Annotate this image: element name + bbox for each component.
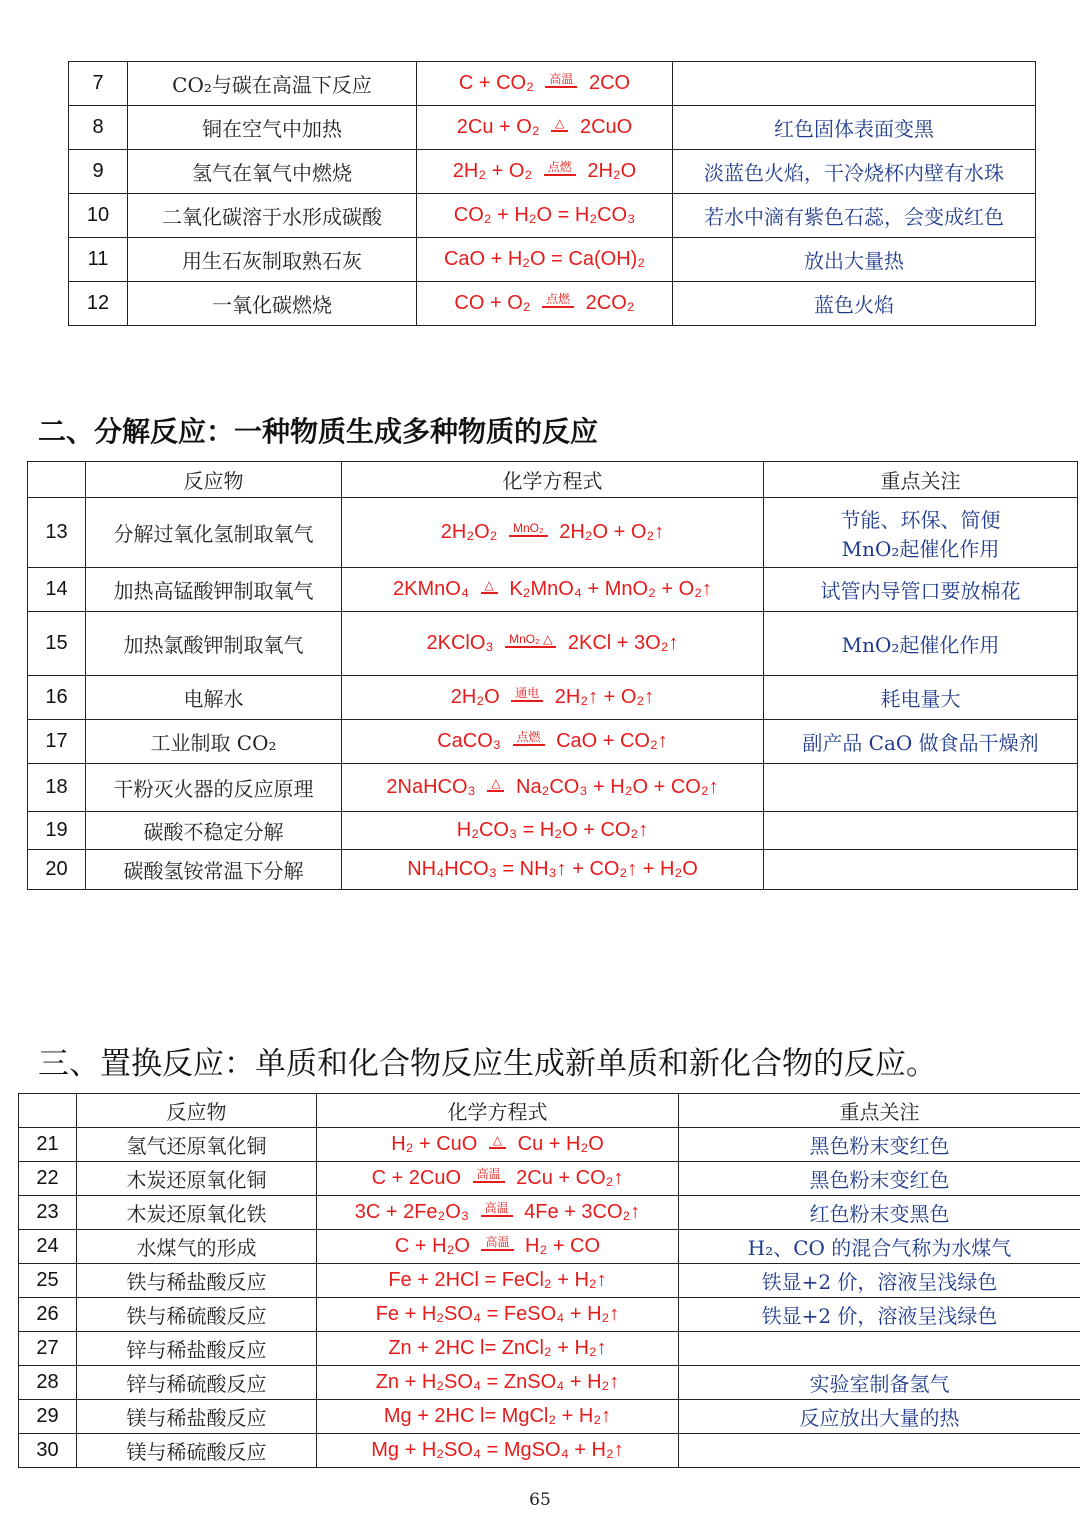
equation-lhs: Zn + H₂SO₄ = ZnSO₄ + H₂↑ bbox=[375, 1371, 620, 1393]
focus-note: 若水中滴有紫色石蕊，会变成红色 bbox=[673, 194, 1036, 238]
reaction-name: 碳酸不稳定分解 bbox=[86, 812, 342, 850]
table-row bbox=[69, 106, 1036, 150]
reaction-condition: 点燃 bbox=[542, 293, 574, 308]
table-row bbox=[69, 238, 1036, 282]
row-number: 23 bbox=[19, 1196, 77, 1230]
page-number: 65 bbox=[529, 1490, 551, 1510]
table-row bbox=[69, 194, 1036, 238]
row-number: 27 bbox=[19, 1332, 77, 1366]
row-number: 15 bbox=[28, 612, 86, 676]
chemical-equation bbox=[417, 238, 673, 282]
chemical-equation bbox=[342, 764, 764, 812]
reaction-name: 工业制取 CO₂ bbox=[86, 720, 342, 764]
reaction-condition: △ bbox=[481, 579, 498, 594]
chemical-equation bbox=[417, 62, 673, 106]
section-3-heading: 三、置换反应：单质和化合物反应生成新单质和新化合物的反应。 bbox=[38, 1046, 937, 1082]
equation-rhs: 2H₂O bbox=[581, 160, 637, 182]
focus-note: 试管内导管口要放棉花 bbox=[764, 568, 1078, 612]
reaction-name: 加热氯酸钾制取氧气 bbox=[86, 612, 342, 676]
equation-lhs: C + CO₂ bbox=[458, 72, 540, 94]
reaction-name: 锌与稀盐酸反应 bbox=[77, 1332, 317, 1366]
chemical-equation bbox=[317, 1196, 679, 1230]
equation-lhs: Zn + 2HC l= ZnCl₂ + H₂↑ bbox=[388, 1337, 607, 1359]
table-row bbox=[28, 764, 1078, 812]
focus-note bbox=[679, 1332, 1080, 1366]
chemical-equation bbox=[342, 498, 764, 568]
equation-rhs: 2CO bbox=[583, 72, 631, 94]
focus-note: 黑色粉末变红色 bbox=[679, 1128, 1080, 1162]
reaction-name: 镁与稀盐酸反应 bbox=[77, 1400, 317, 1434]
equation-lhs: 3C + 2Fe₂O₃ bbox=[354, 1201, 475, 1223]
equation-rhs: Na₂CO₃ + H₂O + CO₂↑ bbox=[510, 776, 719, 798]
focus-note: 铁显+2 价，溶液呈浅绿色 bbox=[679, 1264, 1080, 1298]
reaction-name: 碳酸氢铵常温下分解 bbox=[86, 850, 342, 890]
table-row bbox=[28, 498, 1078, 568]
equation-rhs: H₂ + CO bbox=[519, 1235, 601, 1257]
reaction-name: 干粉灭火器的反应原理 bbox=[86, 764, 342, 812]
equation-lhs: CO₂ + H₂O = H₂CO₃ bbox=[453, 204, 636, 226]
row-number: 18 bbox=[28, 764, 86, 812]
equation-rhs: K₂MnO₄ + MnO₂ + O₂↑ bbox=[503, 578, 712, 600]
chemical-equation bbox=[417, 282, 673, 326]
reaction-condition: MnO₂ bbox=[509, 522, 548, 537]
reaction-condition: 点燃 bbox=[544, 161, 576, 176]
chemical-equation bbox=[417, 194, 673, 238]
chemical-equation bbox=[417, 106, 673, 150]
chemical-equation bbox=[317, 1298, 679, 1332]
table-row bbox=[69, 150, 1036, 194]
reaction-name: 锌与稀硫酸反应 bbox=[77, 1366, 317, 1400]
reaction-name: 加热高锰酸钾制取氧气 bbox=[86, 568, 342, 612]
focus-note: 铁显+2 价，溶液呈浅绿色 bbox=[679, 1298, 1080, 1332]
row-number: 16 bbox=[28, 676, 86, 720]
table-row bbox=[28, 568, 1078, 612]
reaction-condition: △ bbox=[489, 1134, 506, 1149]
chemical-equation bbox=[342, 850, 764, 890]
equation-lhs: 2H₂O₂ bbox=[440, 521, 503, 543]
row-number: 7 bbox=[69, 62, 128, 106]
equation-rhs: CaO + CO₂↑ bbox=[550, 730, 668, 752]
reaction-condition: 高温 bbox=[545, 73, 577, 88]
reaction-condition: 通电 bbox=[511, 687, 543, 702]
equation-rhs: 2KCl + 3O₂↑ bbox=[562, 632, 679, 654]
row-number: 10 bbox=[69, 194, 128, 238]
equation-lhs: Mg + 2HC l= MgCl₂ + H₂↑ bbox=[383, 1405, 612, 1427]
equation-lhs: H₂ + CuO bbox=[391, 1133, 483, 1155]
focus-note: 黑色粉末变红色 bbox=[679, 1162, 1080, 1196]
reaction-condition: △ bbox=[487, 777, 504, 792]
chemical-equation bbox=[317, 1332, 679, 1366]
equation-lhs: 2H₂O bbox=[450, 686, 506, 708]
row-number: 11 bbox=[69, 238, 128, 282]
reaction-condition: 高温 bbox=[473, 1168, 505, 1183]
chemical-equation bbox=[317, 1434, 679, 1468]
row-number: 19 bbox=[28, 812, 86, 850]
focus-note: H₂、CO 的混合气称为水煤气 bbox=[679, 1230, 1080, 1264]
equation-rhs: 4Fe + 3CO₂↑ bbox=[518, 1201, 641, 1223]
chemical-equation bbox=[342, 676, 764, 720]
equation-lhs: Mg + H₂SO₄ = MgSO₄ + H₂↑ bbox=[371, 1439, 624, 1461]
equation-lhs: 2Cu + O₂ bbox=[456, 116, 546, 138]
equation-lhs: 2KMnO₄ bbox=[393, 578, 475, 600]
chemical-equation bbox=[317, 1230, 679, 1264]
equation-rhs: 2H₂↑ + O₂↑ bbox=[549, 686, 655, 708]
focus-note: 反应放出大量的热 bbox=[679, 1400, 1080, 1434]
chemical-equation bbox=[342, 612, 764, 676]
equation-lhs: NH₄HCO₃ = NH₃↑ + CO₂↑ + H₂O bbox=[407, 858, 698, 880]
row-number: 8 bbox=[69, 106, 128, 150]
reaction-name: 一氧化碳燃烧 bbox=[128, 282, 417, 326]
table-row bbox=[19, 1196, 1080, 1230]
table-row bbox=[19, 1400, 1080, 1434]
table-row bbox=[28, 612, 1078, 676]
table-decomposition-reactions bbox=[27, 461, 1078, 890]
focus-note: 副产品 CaO 做食品干燥剂 bbox=[764, 720, 1078, 764]
reaction-name: CO₂与碳在高温下反应 bbox=[128, 62, 417, 106]
header-number bbox=[28, 462, 86, 498]
table-row bbox=[28, 676, 1078, 720]
table-row bbox=[69, 62, 1036, 106]
equation-rhs: 2CuO bbox=[574, 116, 633, 138]
chemical-equation bbox=[317, 1366, 679, 1400]
equation-lhs: CO + O₂ bbox=[454, 292, 537, 314]
reaction-name: 铁与稀盐酸反应 bbox=[77, 1264, 317, 1298]
reaction-name: 电解水 bbox=[86, 676, 342, 720]
table-row bbox=[19, 1332, 1080, 1366]
table-row bbox=[19, 1264, 1080, 1298]
focus-note: 红色固体表面变黑 bbox=[673, 106, 1036, 150]
equation-lhs: Fe + H₂SO₄ = FeSO₄ + H₂↑ bbox=[375, 1303, 620, 1325]
row-number: 30 bbox=[19, 1434, 77, 1468]
reaction-condition: 高温 bbox=[481, 1202, 513, 1217]
equation-lhs: C + H₂O bbox=[394, 1235, 476, 1257]
row-number: 13 bbox=[28, 498, 86, 568]
equation-rhs: 2H₂O + O₂↑ bbox=[553, 521, 665, 543]
equation-rhs: 2Cu + CO₂↑ bbox=[510, 1167, 624, 1189]
focus-note-line: MnO₂起催化作用 bbox=[841, 536, 1000, 561]
chemical-equation bbox=[317, 1264, 679, 1298]
reaction-condition: MnO₂ △ bbox=[505, 633, 556, 648]
focus-note: 蓝色火焰 bbox=[673, 282, 1036, 326]
equation-lhs: Fe + 2HCl = FeCl₂ + H₂↑ bbox=[388, 1269, 607, 1291]
equation-rhs: Cu + H₂O bbox=[512, 1133, 604, 1155]
header-reactant: 反应物 bbox=[86, 462, 342, 498]
equation-rhs: 2CO₂ bbox=[580, 292, 635, 314]
reaction-name: 镁与稀硫酸反应 bbox=[77, 1434, 317, 1468]
table-row bbox=[19, 1298, 1080, 1332]
equation-lhs: 2KClO₃ bbox=[426, 632, 500, 654]
table-row bbox=[19, 1366, 1080, 1400]
row-number: 25 bbox=[19, 1264, 77, 1298]
row-number: 12 bbox=[69, 282, 128, 326]
focus-note: 实验室制备氢气 bbox=[679, 1366, 1080, 1400]
reaction-condition: 点燃 bbox=[513, 731, 545, 746]
table-row bbox=[19, 1162, 1080, 1196]
chemical-equation bbox=[342, 812, 764, 850]
reaction-name: 氢气还原氧化铜 bbox=[77, 1128, 317, 1162]
focus-note: 淡蓝色火焰，干冷烧杯内壁有水珠 bbox=[673, 150, 1036, 194]
reaction-name: 铜在空气中加热 bbox=[128, 106, 417, 150]
header-focus: 重点关注 bbox=[679, 1094, 1080, 1128]
focus-note: 红色粉末变黑色 bbox=[679, 1196, 1080, 1230]
equation-lhs: C + 2CuO bbox=[371, 1167, 467, 1189]
chemical-equation bbox=[317, 1400, 679, 1434]
section-2-heading: 二、分解反应：一种物质生成多种物质的反应 bbox=[38, 415, 599, 448]
equation-lhs: 2H₂ + O₂ bbox=[452, 160, 538, 182]
focus-note bbox=[764, 812, 1078, 850]
reaction-name: 分解过氧化氢制取氧气 bbox=[86, 498, 342, 568]
reaction-condition: 高温 bbox=[481, 1236, 513, 1251]
header-reactant: 反应物 bbox=[77, 1094, 317, 1128]
chemical-equation bbox=[317, 1128, 679, 1162]
header-focus: 重点关注 bbox=[764, 462, 1078, 498]
reaction-name: 氢气在氧气中燃烧 bbox=[128, 150, 417, 194]
equation-lhs: 2NaHCO₃ bbox=[386, 776, 482, 798]
row-number: 20 bbox=[28, 850, 86, 890]
focus-note bbox=[764, 850, 1078, 890]
chemical-equation bbox=[342, 568, 764, 612]
focus-note bbox=[764, 764, 1078, 812]
reaction-condition: △ bbox=[551, 117, 568, 132]
table-combination-reactions bbox=[68, 61, 1036, 326]
focus-note: 放出大量热 bbox=[673, 238, 1036, 282]
header-equation: 化学方程式 bbox=[317, 1094, 679, 1128]
table-row bbox=[19, 1128, 1080, 1162]
focus-note: 耗电量大 bbox=[764, 676, 1078, 720]
reaction-name: 木炭还原氧化铜 bbox=[77, 1162, 317, 1196]
chemical-equation bbox=[417, 150, 673, 194]
table-row bbox=[69, 282, 1036, 326]
row-number: 29 bbox=[19, 1400, 77, 1434]
focus-note bbox=[764, 498, 1078, 568]
reaction-name: 铁与稀硫酸反应 bbox=[77, 1298, 317, 1332]
equation-lhs: CaCO₃ bbox=[437, 730, 507, 752]
table-row bbox=[28, 850, 1078, 890]
row-number: 17 bbox=[28, 720, 86, 764]
reaction-name: 二氧化碳溶于水形成碳酸 bbox=[128, 194, 417, 238]
table-displacement-reactions bbox=[18, 1093, 1080, 1468]
chemical-equation bbox=[342, 720, 764, 764]
row-number: 24 bbox=[19, 1230, 77, 1264]
chemical-equation bbox=[317, 1162, 679, 1196]
focus-note: MnO₂起催化作用 bbox=[764, 612, 1078, 676]
header-equation: 化学方程式 bbox=[342, 462, 764, 498]
row-number: 21 bbox=[19, 1128, 77, 1162]
focus-note bbox=[673, 62, 1036, 106]
table-row bbox=[19, 1434, 1080, 1468]
row-number: 28 bbox=[19, 1366, 77, 1400]
table-row bbox=[28, 812, 1078, 850]
row-number: 14 bbox=[28, 568, 86, 612]
equation-lhs: CaO + H₂O = Ca(OH)₂ bbox=[443, 248, 646, 270]
equation-lhs: H₂CO₃ = H₂O + CO₂↑ bbox=[456, 819, 649, 841]
focus-note-line: 节能、环保、简便 bbox=[840, 507, 1001, 532]
table-row bbox=[28, 720, 1078, 764]
reaction-name: 用生石灰制取熟石灰 bbox=[128, 238, 417, 282]
row-number: 9 bbox=[69, 150, 128, 194]
reaction-name: 水煤气的形成 bbox=[77, 1230, 317, 1264]
header-number bbox=[19, 1094, 77, 1128]
row-number: 26 bbox=[19, 1298, 77, 1332]
reaction-name: 木炭还原氧化铁 bbox=[77, 1196, 317, 1230]
table-row bbox=[19, 1230, 1080, 1264]
focus-note bbox=[679, 1434, 1080, 1468]
row-number: 22 bbox=[19, 1162, 77, 1196]
